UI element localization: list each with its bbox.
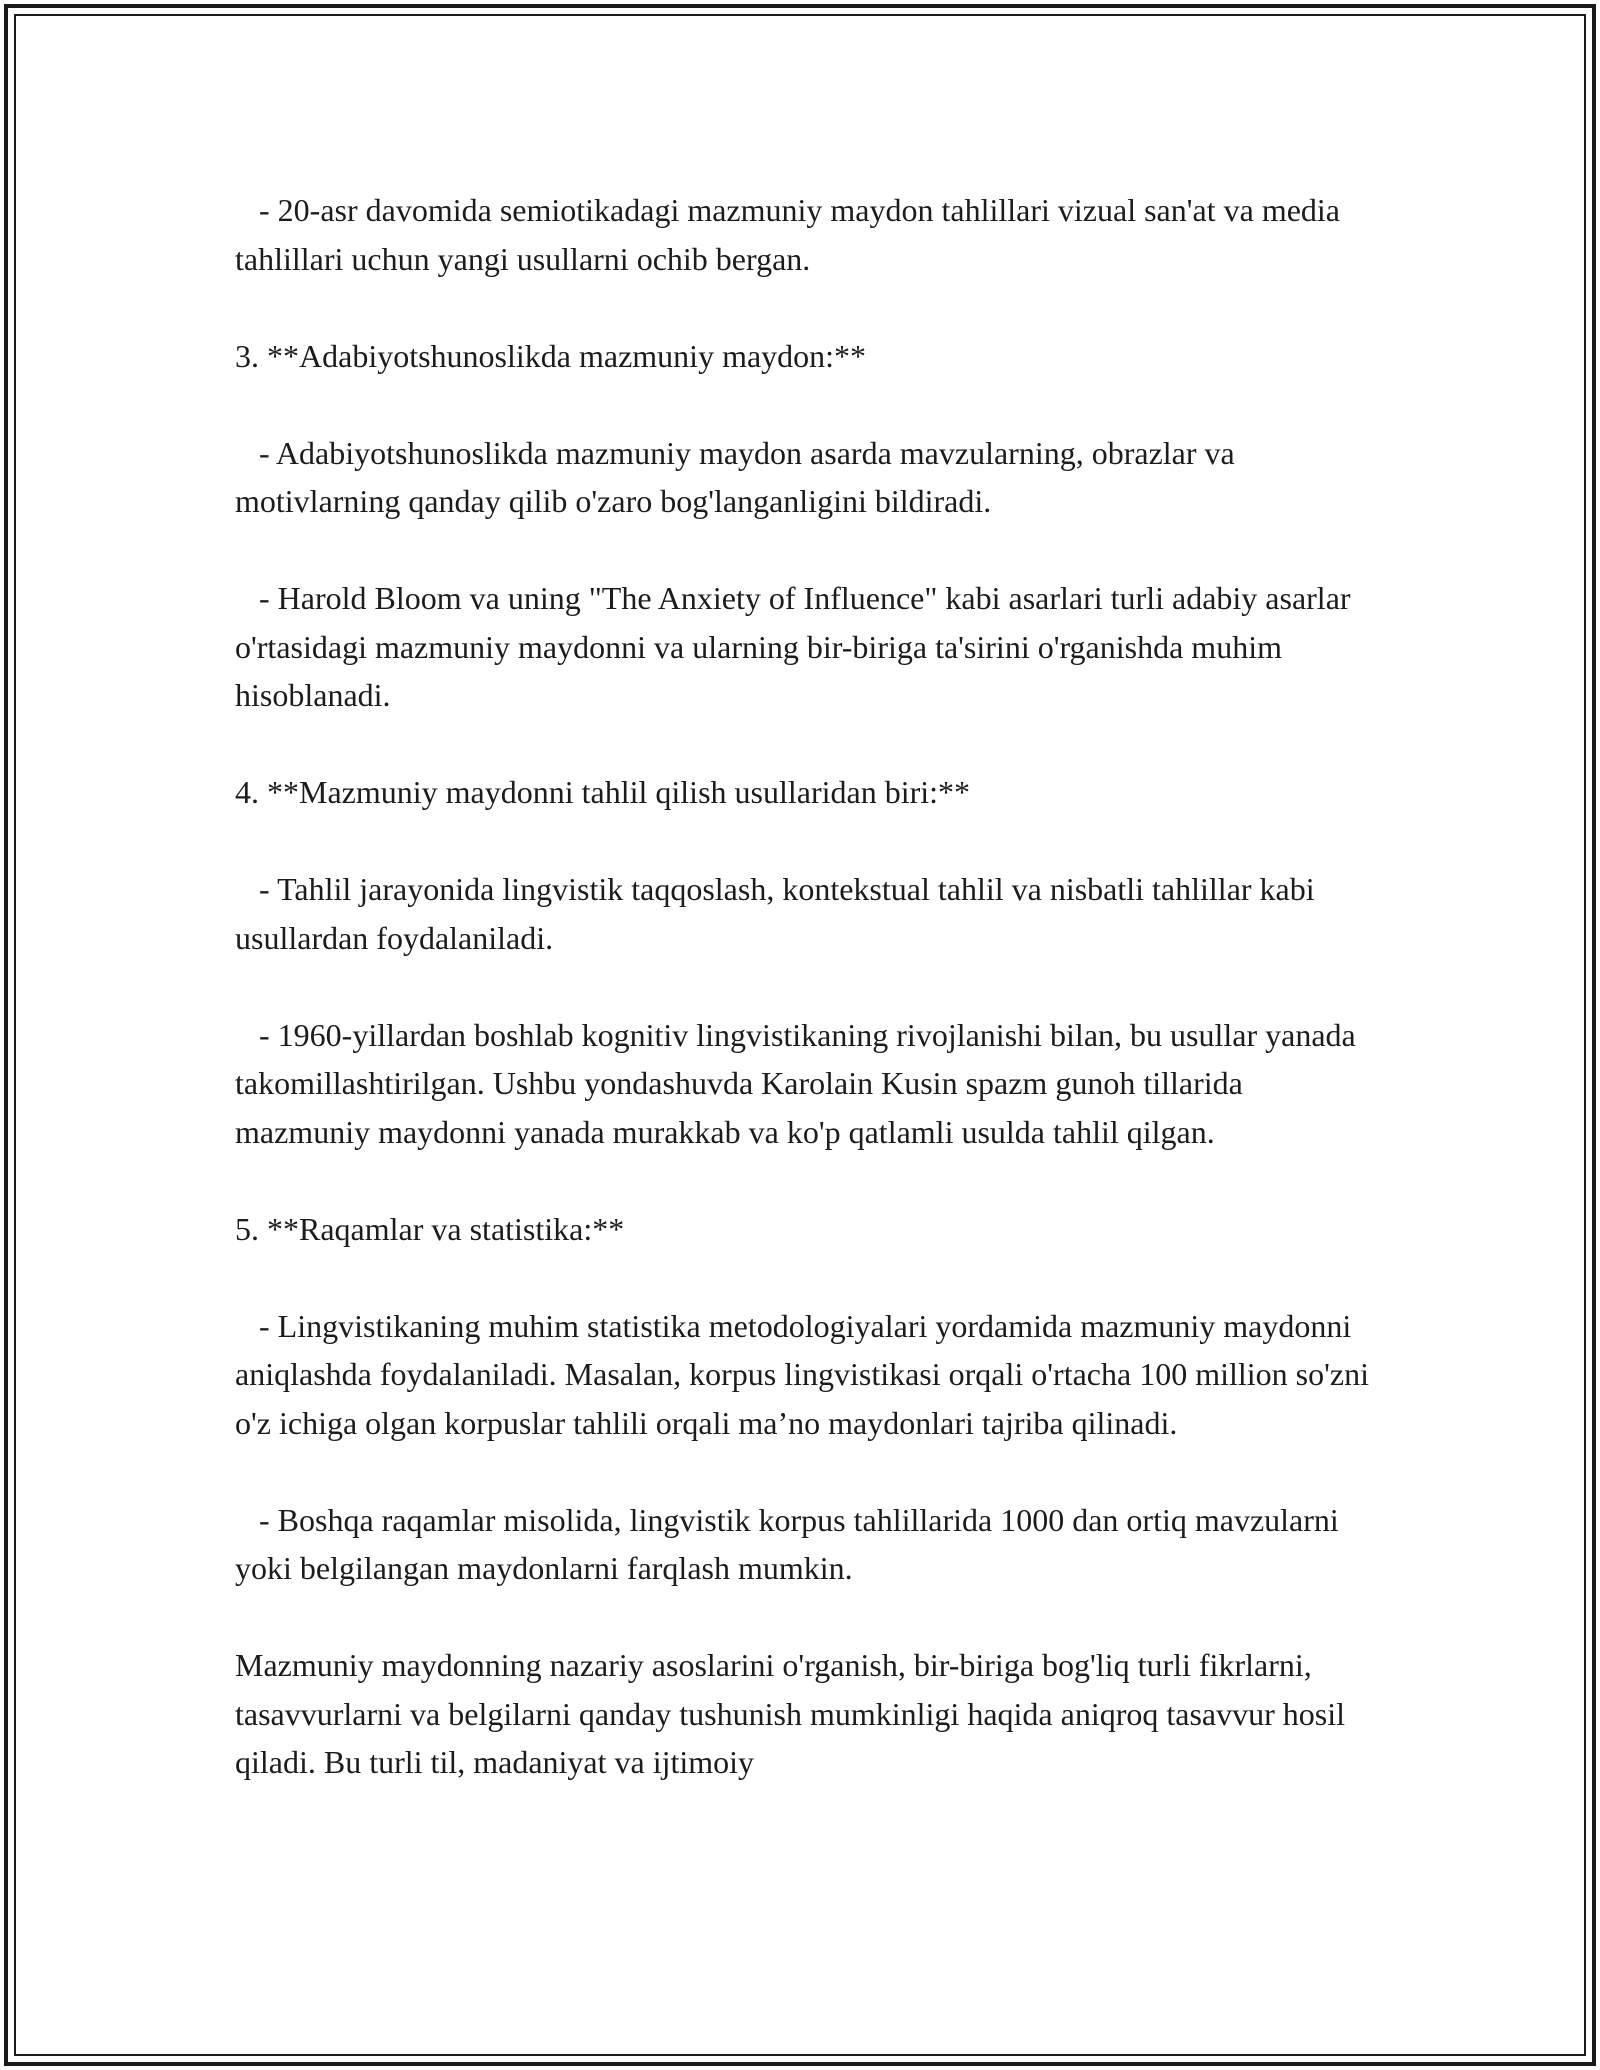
paragraph-corpus-topics: - Boshqa raqamlar misolida, lingvistik korpus tahlillarida 1000 dan ortiq mavzularni yoki belgilangan maydonlarni farqlash mumkin. bbox=[235, 1501, 1347, 1586]
heading-analysis-methods: 4. **Mazmuniy maydonni tahlil qilish usullaridan biri:** bbox=[235, 774, 971, 810]
paragraph-cognitive-linguistics: - 1960-yillardan boshlab kognitiv lingvistikaning rivojlanishi bilan, bu usullar yanada takomillashtirilgan. Ushbu yondashuvda Karolain Kusin spazm gunoh tillarida mazmuniy maydonni yanada murakkab va ko'p qatlamli usulda tahlil qilgan. bbox=[235, 1016, 1364, 1150]
heading-numbers-statistics: 5. **Raqamlar va statistika:** bbox=[235, 1210, 625, 1247]
paragraph-semiotics-20th-century: - 20-asr davomida semiotikadagi mazmuniy maydon tahlillari vizual san'at va media tahlillari uchun yangi usullarni ochib bergan. bbox=[235, 192, 1348, 277]
heading-literary-studies: 3. **Adabiyotshunoslikda mazmuniy maydon:** bbox=[235, 337, 867, 374]
paragraph-harold-bloom: - Harold Bloom va uning "The Anxiety of Influence" kabi asarlari turli adabiy asarlar o'rtasidagi mazmuniy maydonni va ularning bir-biriga ta'sirini o'rganishda muhim hisoblanadi. bbox=[235, 580, 1359, 713]
document-body bbox=[235, 186, 1375, 1787]
paragraph-literary-field-definition: - Adabiyotshunoslikda mazmuniy maydon asarda mavzularning, obrazlar va motivlarning qanday qilib o'zaro bog'langanligini bildiradi. bbox=[235, 434, 1243, 519]
paragraph-analysis-techniques: - Tahlil jarayonida lingvistik taqqoslash, kontekstual tahlil va nisbatli tahlillar kabi usullardan foydalaniladi. bbox=[235, 871, 1323, 956]
paragraph-corpus-linguistics: - Lingvistikaning muhim statistika metodologiyalari yordamida mazmuniy maydonni aniqlashda foydalaniladi. Masalan, korpus lingvistikasi orqali o'rtacha 100 million so'zni o'z ichiga olgan korpuslar tahlili orqali ma’no maydonlari tajriba qilinadi. bbox=[235, 1307, 1377, 1441]
paragraph-conclusion: Mazmuniy maydonning nazariy asoslarini o'rganish, bir-biriga bog'liq turli fikrlarni, tasavvurlarni va belgilarni qanday tushunish mumkinligi haqida aniqroq tasavvur hosil qiladi. Bu turli til, madaniyat va ijtimoiy bbox=[235, 1647, 1353, 1780]
